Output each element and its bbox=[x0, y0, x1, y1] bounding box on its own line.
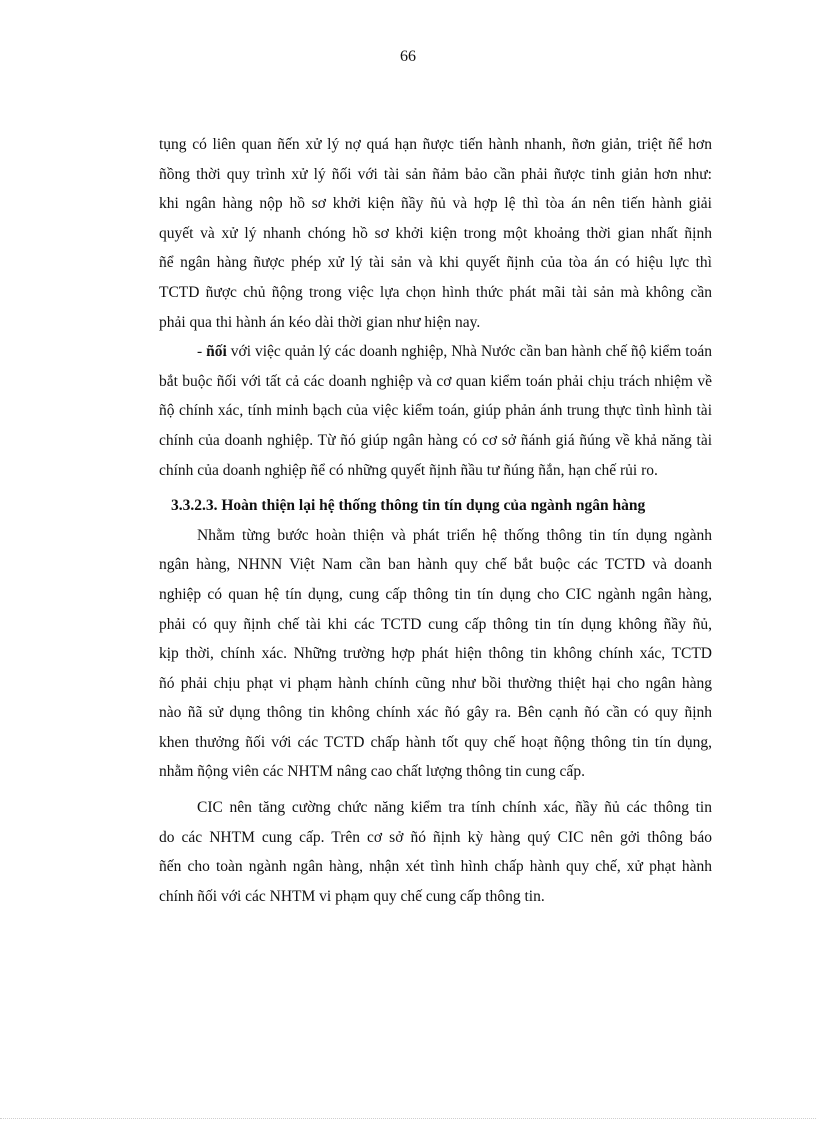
text-line bbox=[159, 337, 712, 367]
bullet-dash: - bbox=[197, 343, 207, 361]
text-line: nào ñã sử dụng thông tin không chính xác ñó gây ra. Bên cạnh ñó cần có quy ñịnh bbox=[159, 704, 712, 722]
text-line: ngân hàng, NHNN Việt Nam cần ban hành quy chế bắt buộc các TCTD và doanh bbox=[159, 556, 712, 574]
text-line: ñó phải chịu phạt vi phạm hành chính cũng như bồi thường thiệt hại cho ngân hàng bbox=[159, 674, 712, 692]
text-line: kịp thời, chính xác. Những trường hợp phát hiện thông tin không chính xác, TCTD bbox=[159, 645, 712, 663]
text-line: ñể ngân hàng ñược phép xử lý tài sản và khi quyết ñịnh của tòa án có hiệu lực thì bbox=[159, 254, 712, 272]
text-line: chính của doanh nghiệp. Từ ñó giúp ngân hàng có cơ sở ñánh giá ñúng về khả năng tài bbox=[159, 431, 712, 449]
text-line: phải qua thi hành án kéo dài thời gian như hiện nay. bbox=[159, 313, 481, 331]
text-line: ñồng thời quy trình xử lý ñối với tài sản ñảm bảo cần phải ñược tinh giản hơn như: bbox=[159, 165, 712, 183]
text-line: khen thưởng ñối với các TCTD chấp hành tốt quy chế hoạt ñộng thông tin tín dụng, bbox=[159, 733, 712, 751]
text-line: nghiệp có quan hệ tín dụng, cung cấp thông tin tín dụng cho CIC ngành ngân hàng, bbox=[159, 585, 712, 603]
text-line: TCTD ñược chủ ñộng trong việc lựa chọn hình thức phát mãi tài sản mà không cần bbox=[159, 283, 712, 301]
text-line: ñến cho toàn ngành ngân hàng, nhận xét tình hình chấp hành quy chế, xử phạt hành bbox=[159, 858, 712, 876]
paragraph-enterprise-audit bbox=[159, 337, 712, 485]
paragraph-credit-info-system bbox=[159, 521, 712, 787]
text-line: chính ñối với các NHTM vi phạm quy chế cung cấp thông tin. bbox=[159, 887, 545, 905]
paragraph-cic-verification bbox=[159, 793, 712, 911]
text-line: khi ngân hàng nộp hồ sơ khởi kiện ñầy ñủ và hợp lệ thì tòa án nên tiến hành giải bbox=[159, 195, 712, 213]
text-line: chính của doanh nghiệp ñể có những quyết ñịnh ñầu tư ñúng ñắn, hạn chế rủi ro. bbox=[159, 461, 658, 479]
text-line: phải có quy ñịnh chế tài khi các TCTD cung cấp thông tin tín dụng không ñầy ñủ, bbox=[159, 615, 712, 633]
paragraph-legal-procedure bbox=[159, 130, 712, 337]
text-line: ñộ chính xác, tính minh bạch của việc kiểm toán, giúp phản ánh trung thực tình hình tài bbox=[159, 402, 712, 420]
page-number: 66 bbox=[400, 48, 416, 65]
lead-text: với việc quản lý các doanh nghiệp, Nhà Nước cần ban hành chế ñộ kiểm toán bbox=[226, 343, 712, 361]
text-line: do các NHTM cung cấp. Trên cơ sở ñó ñịnh kỳ hàng quý CIC nên gởi thông báo bbox=[159, 828, 712, 846]
text-line: nhằm ñộng viên các NHTM nâng cao chất lượng thông tin cung cấp. bbox=[159, 763, 585, 781]
text-line: CIC nên tăng cường chức năng kiểm tra tính chính xác, ñầy ñủ các thông tin bbox=[197, 799, 712, 817]
text-line: Nhằm từng bước hoàn thiện và phát triển hệ thống thông tin tín dụng ngành bbox=[197, 526, 712, 544]
bold-lead-word: ñối bbox=[206, 343, 227, 361]
text-line: tụng có liên quan ñến xử lý nợ quá hạn ñược tiến hành nhanh, ñơn giản, triệt ñể hơn bbox=[159, 136, 712, 153]
section-heading: 3.3.2.3. Hoàn thiện lại hệ thống thông tin tín dụng của ngành ngân hàng bbox=[171, 497, 646, 515]
document-body bbox=[159, 130, 712, 911]
text-line: quyết và xử lý nhanh chóng hồ sơ khởi kiện trong một khoảng thời gian nhất ñịnh bbox=[159, 224, 712, 242]
page-bottom-border bbox=[0, 1118, 816, 1119]
text-line: bắt buộc ñối với tất cả các doanh nghiệp và cơ quan kiểm toán phải chịu trách nhiệm về bbox=[159, 372, 712, 390]
